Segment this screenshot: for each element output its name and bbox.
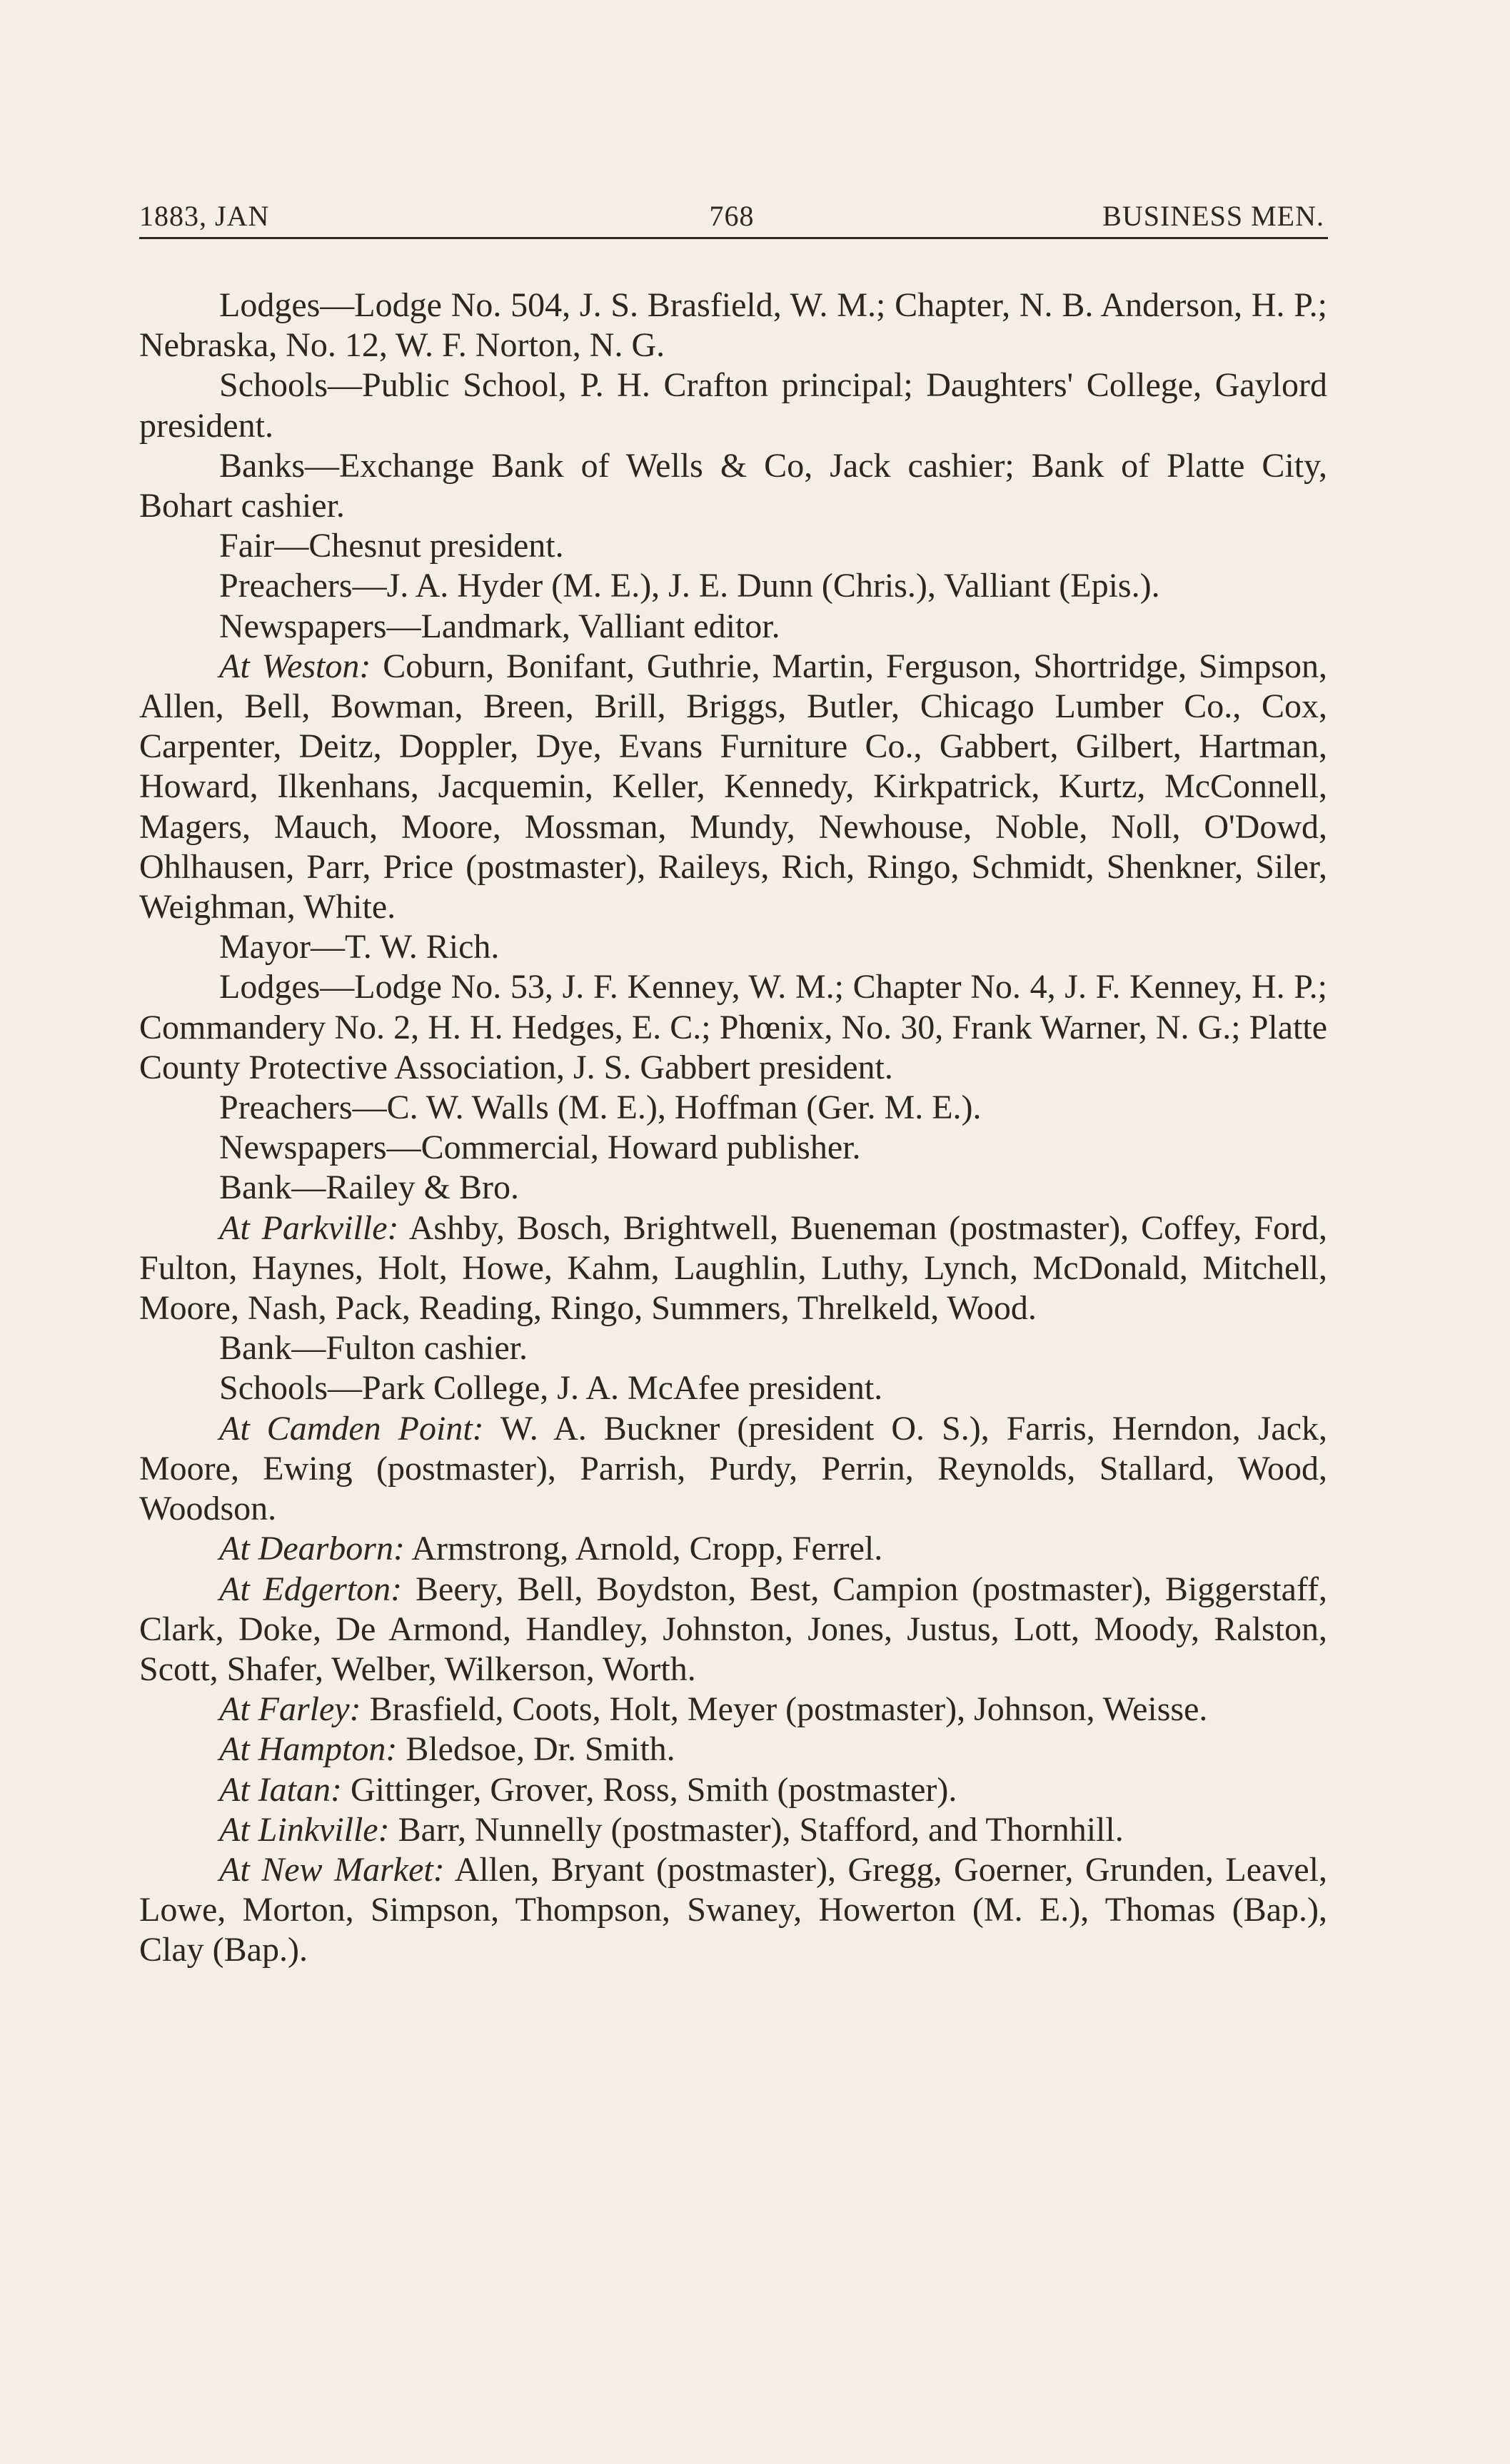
paragraph: [139, 1690, 1327, 1730]
paragraph: [139, 967, 1327, 1088]
page-number: 768: [709, 200, 755, 232]
paragraph: [139, 1208, 1327, 1329]
place-heading: At Camden Point:: [219, 1409, 484, 1448]
paragraph: [139, 446, 1327, 526]
paragraph-text: Banks—Exchange Bank of Wells & Co, Jack cashier; Bank of Platte City, Bohart cashier.: [139, 446, 1327, 525]
header-section-title: BUSINESS MEN.: [1102, 200, 1324, 232]
paragraph: [139, 1088, 1327, 1128]
header-rule: [139, 237, 1328, 239]
paragraph-text: Lodges—Lodge No. 53, J. F. Kenney, W. M.; Chapter No. 4, J. F. Kenney, H. P.; Commandery No. 2, H. H. Hedges, E. C.; Phœnix, No. 30, Frank Warner, N. G.; Platte County Protective Association, J. S. Gabbert president.: [139, 968, 1327, 1086]
paragraph-text: Gittinger, Grover, Ross, Smith (postmaster).: [341, 1770, 957, 1809]
paragraph-text: Armstrong, Arnold, Cropp, Ferrel.: [404, 1530, 883, 1568]
place-heading: At Linkville:: [219, 1810, 390, 1849]
paragraph-text: Bledsoe, Dr. Smith.: [397, 1730, 675, 1769]
paragraph: [139, 1850, 1327, 1971]
paragraph-text: Newspapers—Landmark, Valliant editor.: [219, 607, 780, 645]
place-heading: At Dearborn:: [219, 1530, 405, 1568]
paragraph-text: Schools—Park College, J. A. McAfee president.: [219, 1369, 883, 1408]
paragraph: [139, 1570, 1327, 1690]
place-heading: At New Market:: [219, 1850, 445, 1889]
header-date: 1883, JAN: [139, 200, 270, 232]
paragraph: [139, 566, 1327, 606]
paragraph-text: Fair—Chesnut president.: [219, 527, 564, 565]
place-heading: At Iatan:: [219, 1770, 342, 1809]
paragraph: [139, 927, 1327, 967]
paragraph-text: Bank—Fulton cashier.: [219, 1329, 528, 1368]
paragraph: [139, 1128, 1327, 1168]
paragraph-text: Brasfield, Coots, Holt, Meyer (postmaster), Johnson, Weisse.: [361, 1690, 1208, 1729]
paragraph-text: Ashby, Bosch, Brightwell, Bueneman (postmaster), Coffey, Ford, Fulton, Haynes, Holt, Howe, Kahm, Laughlin, Luthy, Lynch, McDonald, Mitchell, Moore, Nash, Pack, Reading, Ringo, Summers, Threlkeld, Wood.: [139, 1208, 1327, 1328]
paragraph-text: Coburn, Bonifant, Guthrie, Martin, Ferguson, Shortridge, Simpson, Allen, Bell, Bowman, Breen, Brill, Briggs, Butler, Chicago Lumber Co., Cox, Carpenter, Deitz, Doppler, Dye, Evans Furniture Co., Gabbert, Gilbert, Hartman, Howard, Ilkenhans, Jacquemin, Keller, Kennedy, Kirkpatrick, Kurtz, McConnell, Magers, Mauch, Moore, Mossman, Mundy, Newhouse, Noble, Noll, O'Dowd, Ohlhausen, Parr, Price (postmaster), Raileys, Rich, Ringo, Schmidt, Shenkner, Siler, Weighman, White.: [139, 647, 1327, 926]
place-heading: At Edgerton:: [219, 1570, 403, 1608]
paragraph: [139, 286, 1327, 365]
paragraph-text: Bank—Railey & Bro.: [219, 1168, 519, 1207]
paragraph: [139, 1529, 1327, 1569]
place-heading: At Weston:: [219, 647, 371, 685]
paragraph-text: Mayor—T. W. Rich.: [219, 928, 500, 966]
paragraph-text: Barr, Nunnelly (postmaster), Stafford, and Thornhill.: [389, 1810, 1124, 1849]
paragraph-text: W. A. Buckner (president O. S.), Farris, Herndon, Jack, Moore, Ewing (postmaster), Parrish, Purdy, Perrin, Reynolds, Stallard, Wood, Woodson.: [139, 1409, 1328, 1528]
paragraph: [139, 1328, 1327, 1368]
paragraph: [139, 526, 1327, 566]
paragraph: [139, 1168, 1327, 1208]
paragraph: [139, 1368, 1327, 1408]
paragraph-text: Allen, Bryant (postmaster), Gregg, Goerner, Grunden, Leavel, Lowe, Morton, Simpson, Thompson, Swaney, Howerton (M. E.), Thomas (Bap.), Clay (Bap.).: [139, 1850, 1328, 1969]
paragraph: [139, 365, 1327, 445]
paragraph: [139, 1810, 1327, 1850]
page-body: [139, 286, 1327, 1971]
paragraph-text: Newspapers—Commercial, Howard publisher.: [219, 1129, 861, 1167]
paragraph-text: Beery, Bell, Boydston, Best, Campion (postmaster), Biggerstaff, Clark, Doke, De Armond, Handley, Johnston, Jones, Justus, Lott, Moody, Ralston, Scott, Shafer, Welber, Wilkerson, Worth.: [139, 1570, 1327, 1688]
place-heading: At Parkville:: [219, 1208, 399, 1247]
paragraph: [139, 647, 1327, 927]
place-heading: At Farley:: [219, 1690, 361, 1729]
running-header: [139, 193, 1324, 240]
paragraph-text: Lodges—Lodge No. 504, J. S. Brasfield, W. M.; Chapter, N. B. Anderson, H. P.; Nebraska, No. 12, W. F. Norton, N. G.: [139, 286, 1327, 365]
place-heading: At Hampton:: [219, 1730, 398, 1769]
paragraph-text: Preachers—C. W. Walls (M. E.), Hoffman (Ger. M. E.).: [219, 1089, 982, 1127]
paragraph-text: Schools—Public School, P. H. Crafton principal; Daughters' College, Gaylord president.: [139, 366, 1327, 445]
paragraph: [139, 1409, 1327, 1530]
paragraph-text: Preachers—J. A. Hyder (M. E.), J. E. Dunn (Chris.), Valliant (Epis.).: [219, 567, 1160, 605]
paragraph: [139, 1730, 1327, 1769]
paragraph: [139, 607, 1327, 647]
paragraph: [139, 1770, 1327, 1810]
